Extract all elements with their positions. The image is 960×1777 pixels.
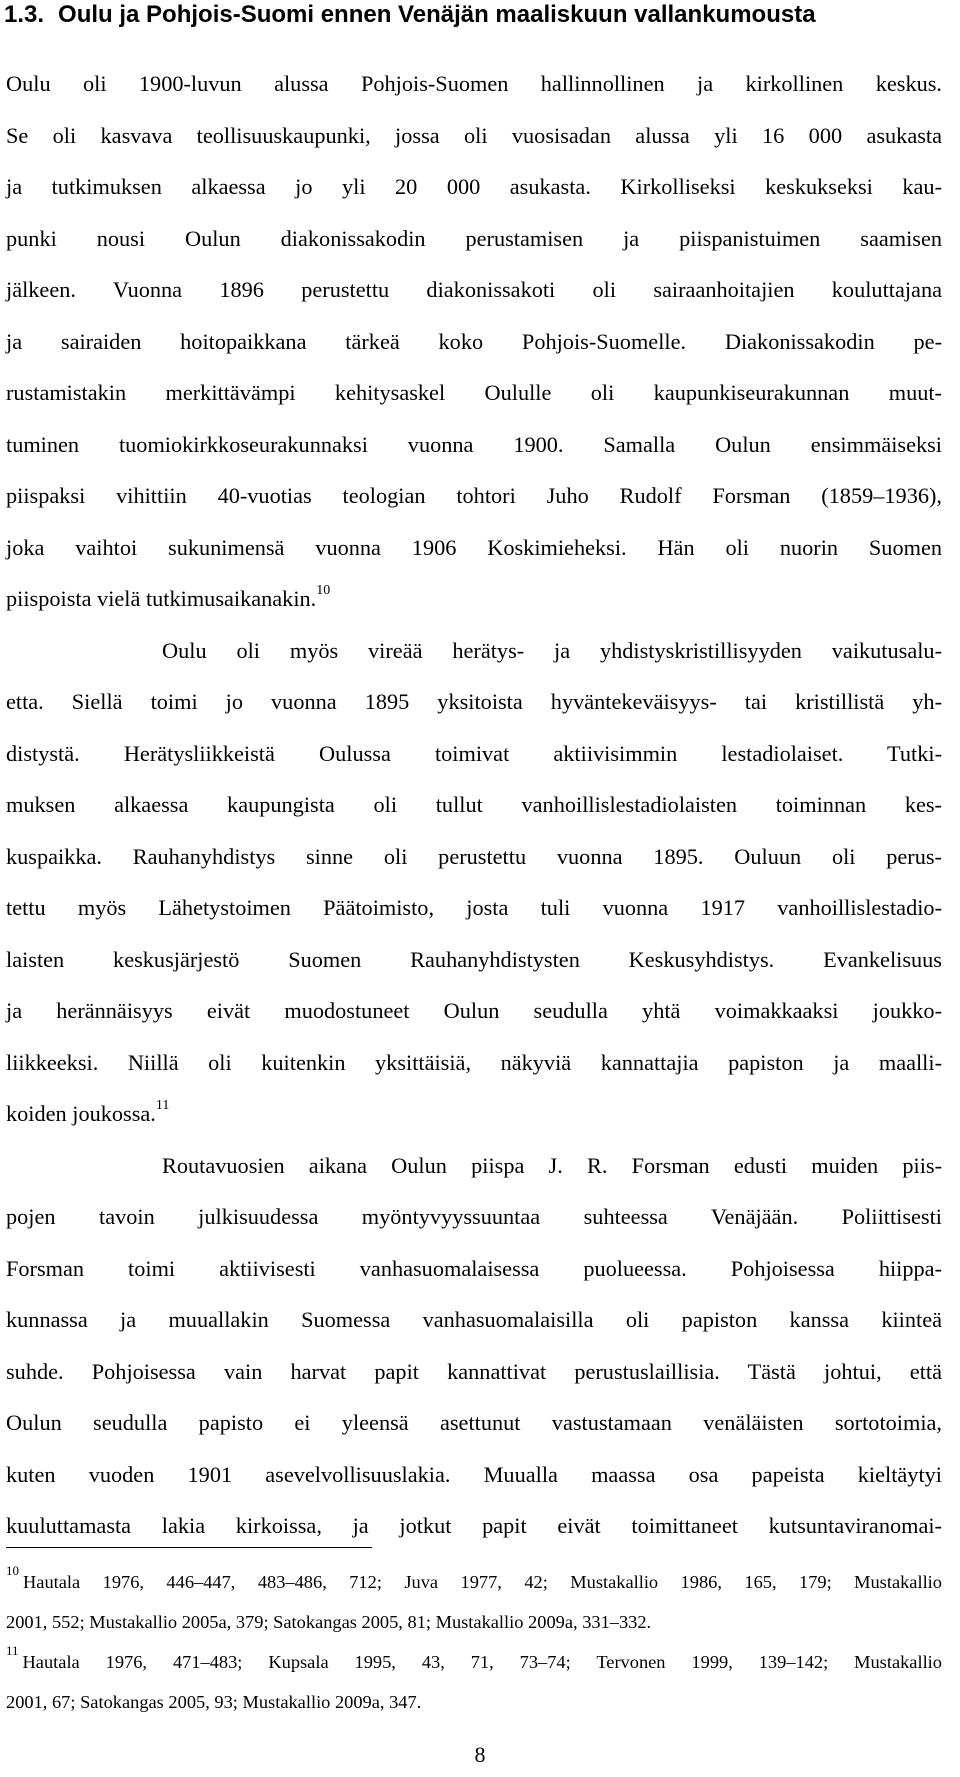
footnote-divider: [6, 1547, 372, 1548]
text-line: rustamistakin merkittävämpi kehitysaskel Oululle oli kaupunkiseurakunnan muut-: [6, 380, 942, 405]
text-line: etta. Siellä toimi jo vuonna 1895 yksitoista hyväntekeväisyys- tai kristillistä yh-: [6, 689, 942, 714]
paragraph-1: [6, 58, 942, 625]
text-line: ja herännäisyys eivät muodostuneet Oulun seudulla yhtä voimakkaaksi joukko-: [6, 998, 942, 1023]
footnote-text: Hautala 1976, 471–483; Kupsala 1995, 43, 71, 73–74; Tervonen 1999, 139–142; Mustakallio: [22, 1652, 942, 1672]
text-line: joka vaihtoi sukunimensä vuonna 1906 Koskimieheksi. Hän oli nuorin Suomen: [6, 534, 942, 560]
text-line: muksen alkaessa kaupungista oli tullut vanhoillislestadiolaisten toiminnan kes-: [6, 792, 942, 817]
text-line: Oulu oli 1900-luvun alussa Pohjois-Suomen hallinnollinen ja kirkollinen keskus.: [6, 71, 942, 96]
footnote-11: [6, 1642, 942, 1722]
footnote-10: [6, 1562, 942, 1642]
text-line: tettu myös Lähetystoimen Päätoimisto, josta tuli vuonna 1917 vanhoillislestadio-: [6, 895, 942, 920]
paragraph-3: [6, 1140, 942, 1552]
text-line: Se oli kasvava teollisuuskaupunki, jossa oli vuosisadan alussa yli 16 000 asukasta: [6, 122, 942, 148]
footnote-line: 2001, 67; Satokangas 2005, 93; Mustakallio 2009a, 347.: [6, 1692, 422, 1712]
text-line: kuten vuoden 1901 asevelvollisuuslakia. Muualla maassa osa papeista kieltäytyi: [6, 1461, 942, 1487]
text-line-content: piispoista vielä tutkimusaikanakin.: [6, 586, 317, 611]
text-line: jälkeen. Vuonna 1896 perustettu diakonissakoti oli sairaanhoitajien kouluttajana: [6, 277, 942, 302]
footnote-line: [6, 1562, 942, 1602]
text-line: kuuluttamasta lakia kirkoissa, ja jotkut papit eivät toimittaneet kutsuntaviranomai-: [6, 1513, 942, 1538]
text-line: [6, 1088, 942, 1140]
footnote-reference[interactable]: 10: [316, 582, 331, 598]
text-line: pojen tavoin julkisuudessa myöntyvyyssuuntaa suhteessa Venäjään. Poliittisesti: [6, 1204, 942, 1229]
section-heading: [4, 0, 944, 30]
text-line: tuminen tuomiokirkkoseurakunnaksi vuonna 1900. Samalla Oulun ensimmäiseksi: [6, 431, 942, 457]
section-title: Oulu ja Pohjois-Suomi ennen Venäjän maaliskuun vallankumousta: [58, 1, 816, 28]
footnotes: [6, 1562, 942, 1722]
text-line: Routavuosien aikana Oulun piispa J. R. Forsman edusti muiden piis-: [162, 1152, 942, 1178]
page-number: 8: [474, 1742, 486, 1767]
text-line: suhde. Pohjoisessa vain harvat papit kannattivat perustuslaillisia. Tästä johtui, että: [6, 1358, 942, 1384]
footnote-reference[interactable]: 11: [155, 1097, 170, 1113]
footnote-line: 2001, 552; Mustakallio 2005a, 379; Satokangas 2005, 81; Mustakallio 2009a, 331–332.: [6, 1612, 652, 1632]
text-line: distystä. Herätysliikkeistä Oulussa toimivat aktiivisimmin lestadiolaiset. Tutki-: [6, 740, 942, 766]
text-line: Oulu oli myös vireää herätys- ja yhdistyskristillisyyden vaikutusalu-: [162, 637, 942, 663]
text-line: Oulun seudulla papisto ei yleensä asettunut vastustamaan venäläisten sortotoimia,: [6, 1410, 942, 1435]
footnote-line: [6, 1642, 942, 1682]
footnote-number: 11: [6, 1642, 19, 1658]
section-number: 1.3.: [4, 1, 45, 28]
footnote-number: 10: [6, 1562, 19, 1578]
text-line: punki nousi Oulun diakonissakodin perustamisen ja piispanistuimen saamisen: [6, 225, 942, 251]
text-line: ja sairaiden hoitopaikkana tärkeä koko Pohjois-Suomelle. Diakonissakodin pe-: [6, 328, 942, 354]
paragraph-2: [6, 625, 942, 1140]
text-line: laisten keskusjärjestö Suomen Rauhanyhdistysten Keskusyhdistys. Evankelisuus: [6, 946, 942, 972]
text-line: ja tutkimuksen alkaessa jo yli 20 000 asukasta. Kirkolliseksi keskukseksi kau-: [6, 174, 942, 199]
text-line: [6, 573, 942, 625]
body-text: [6, 58, 942, 1552]
text-line: piispaksi vihittiin 40-vuotias teologian tohtori Juho Rudolf Forsman (1859–1936),: [6, 483, 942, 508]
text-line: liikkeeksi. Niillä oli kuitenkin yksittäisiä, näkyviä kannattajia papiston ja maalli-: [6, 1049, 942, 1075]
text-line: Forsman toimi aktiivisesti vanhasuomalaisessa puolueessa. Pohjoisessa hiippa-: [6, 1255, 942, 1281]
footnote-text: Hautala 1976, 446–447, 483–486, 712; Juva 1977, 42; Mustakallio 1986, 165, 179; Mustakallio: [23, 1572, 942, 1592]
text-line-content: koiden joukossa.: [6, 1101, 156, 1126]
text-line: kuspaikka. Rauhanyhdistys sinne oli perustettu vuonna 1895. Ouluun oli perus-: [6, 843, 942, 869]
text-line: kunnassa ja muuallakin Suomessa vanhasuomalaisilla oli papiston kanssa kiinteä: [6, 1307, 942, 1332]
